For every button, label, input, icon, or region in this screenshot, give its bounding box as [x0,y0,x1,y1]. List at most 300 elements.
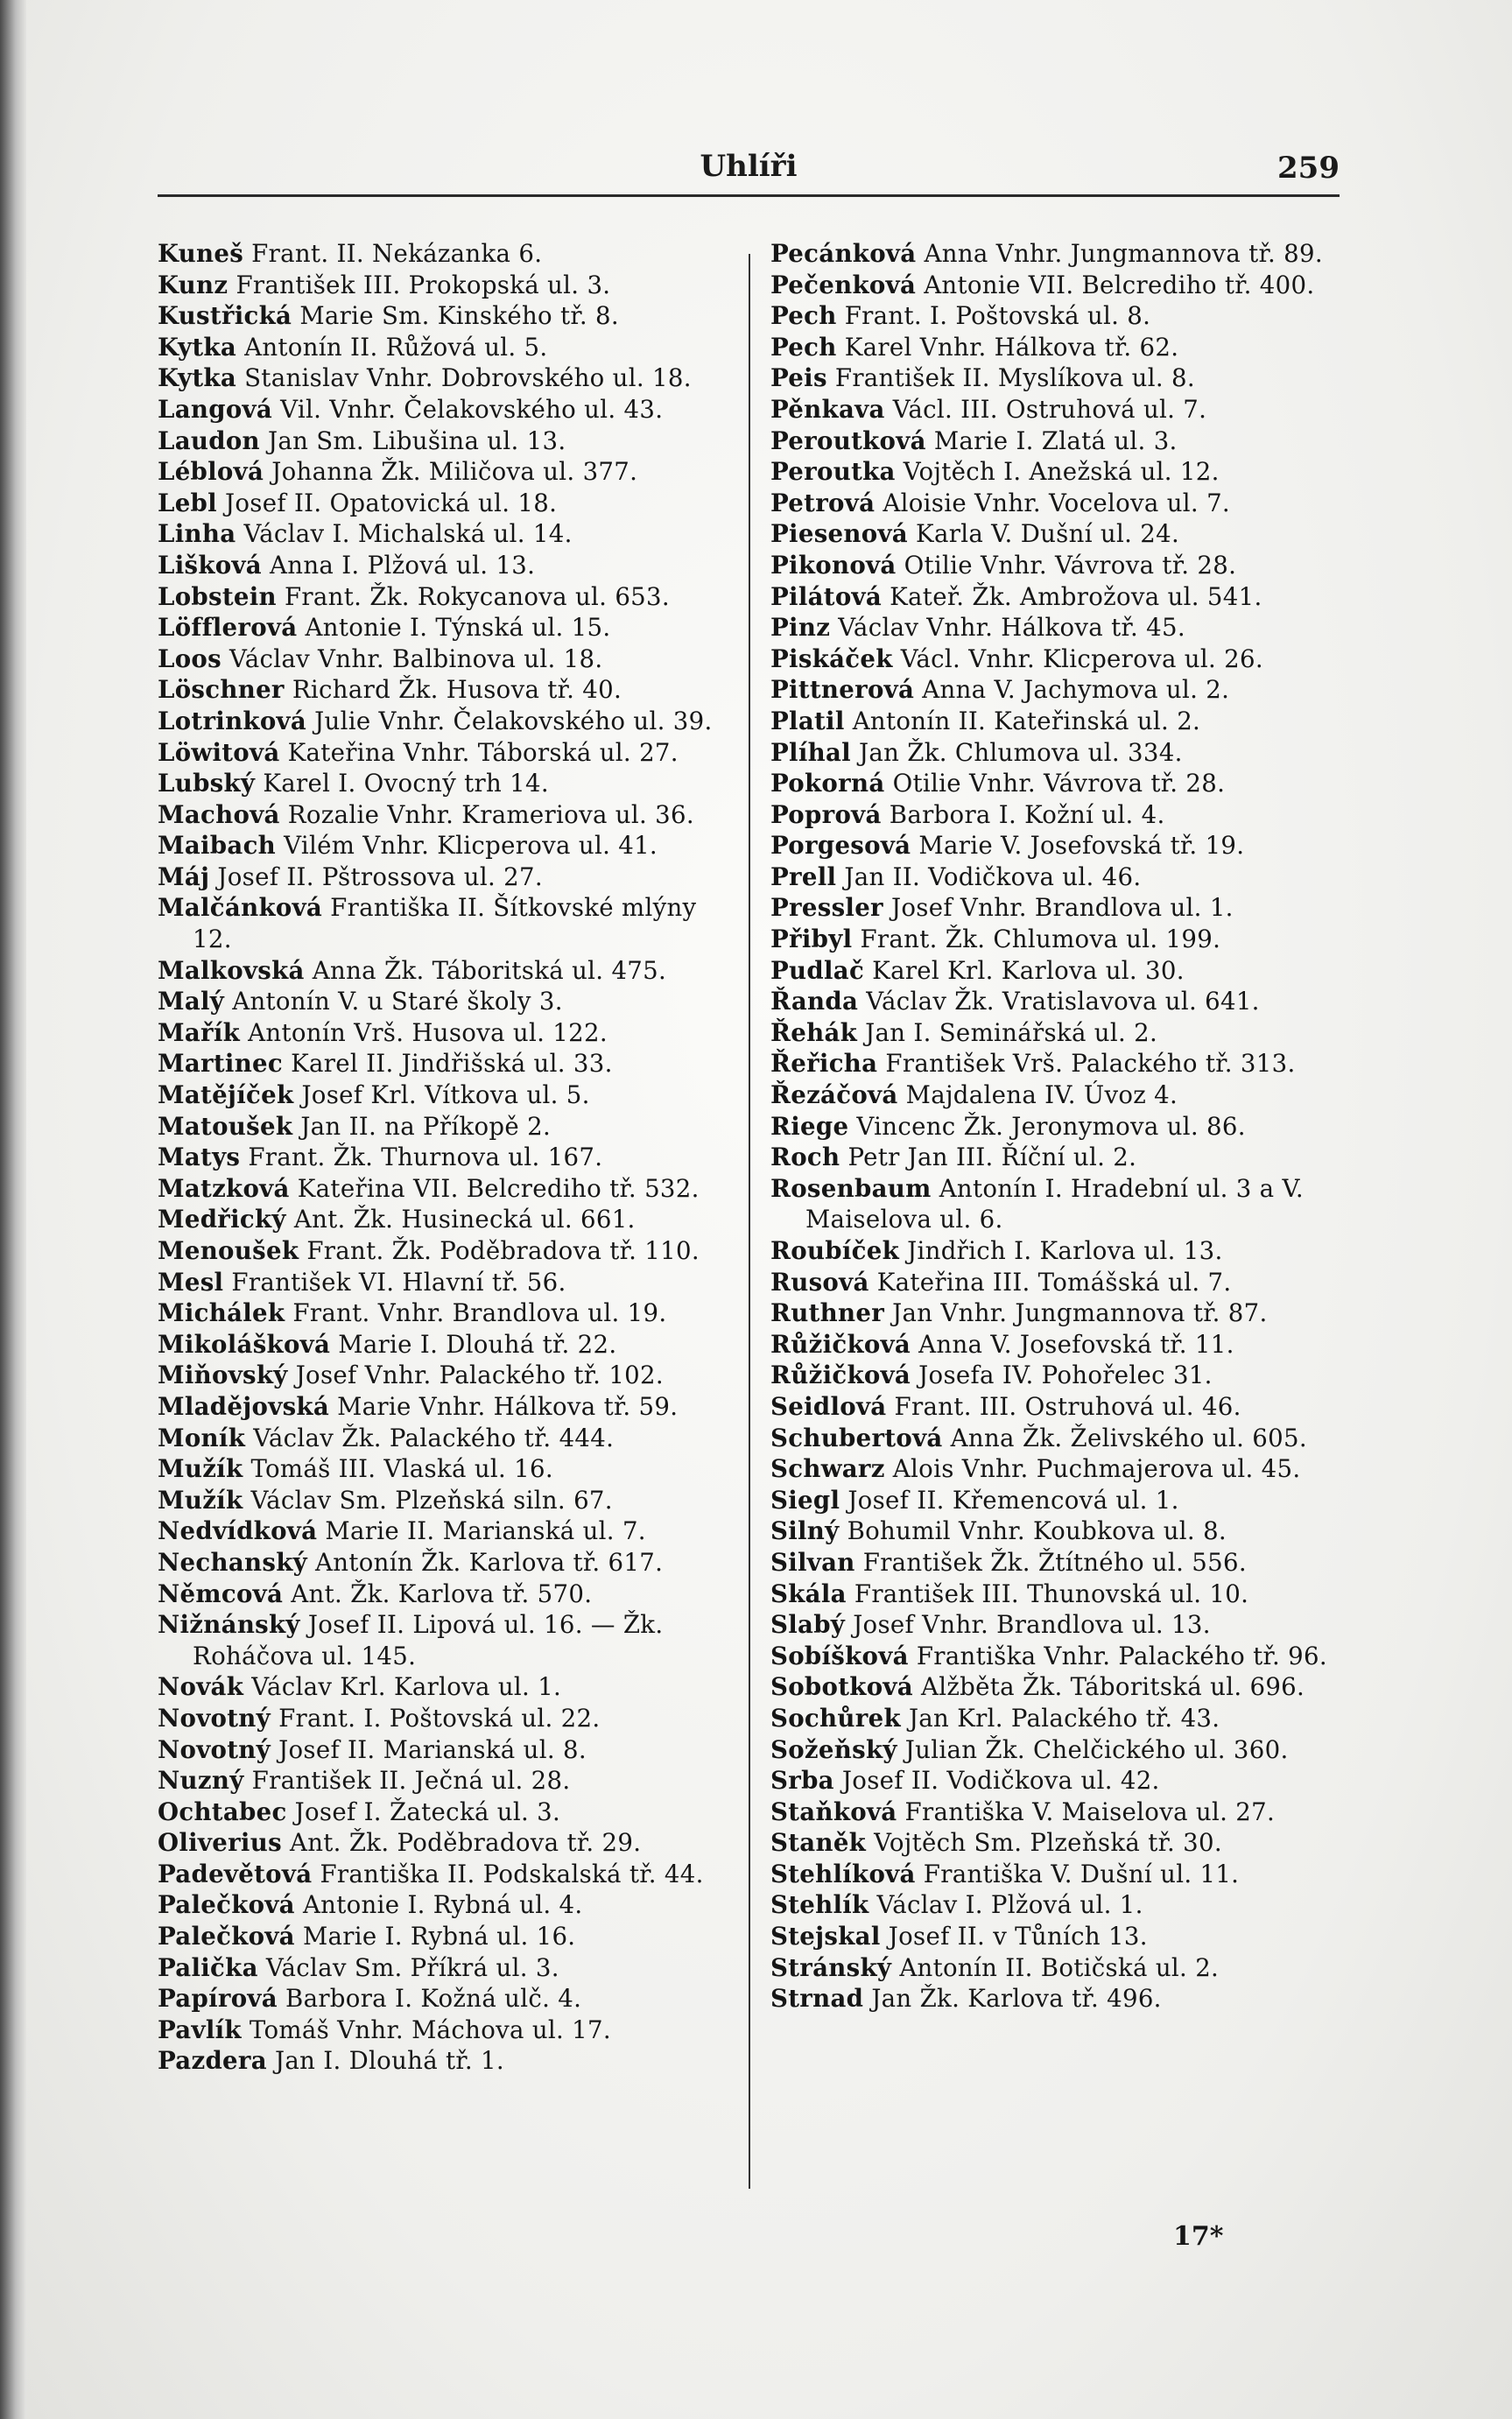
entry-details: František III. Thunovská ul. 10. [846,1579,1249,1608]
entry-surname: Moník [158,1423,246,1452]
entry-surname: Kytka [158,332,237,362]
entry-surname: Langová [158,394,273,424]
entry-surname: Ochtabec [158,1797,287,1826]
entry-surname: Laudon [158,425,260,455]
entry-details: Alois Vnhr. Puchmajerova ul. 45. [884,1454,1301,1484]
entry-surname: Pudlač [770,955,865,985]
directory-entry [158,1329,740,1361]
page-title: Uhlíři [700,149,798,184]
directory-entry [770,830,1353,861]
entry-details: Františka Vnhr. Palackého tř. 96. [908,1641,1327,1670]
directory-entry [158,270,740,301]
entry-details: Marie V. Josefovská tř. 19. [911,831,1245,861]
entry-surname: Stejskal [770,1922,881,1951]
entry-surname: Mužík [158,1485,243,1515]
scan-left-edge [0,0,26,2419]
directory-entry [770,550,1353,581]
entry-surname: Matys [158,1143,241,1172]
entry-surname: Mesl [158,1267,224,1297]
entry-surname: Schwarz [770,1454,885,1484]
entry-surname: Růžičková [770,1329,911,1359]
entry-details: Antonie I. Rybná ul. 4. [294,1890,583,1920]
entry-surname: Peis [770,363,827,393]
entry-details: Václ. Vnhr. Klicperova ul. 26. [892,643,1263,673]
entry-surname: Maibach [158,831,277,861]
directory-entry [158,830,740,861]
entry-surname: Roubíček [770,1236,900,1265]
entry-details: Tomáš III. Vlaská ul. 16. [243,1454,553,1484]
entry-details: Aloisie Vnhr. Vocelova ul. 7. [875,488,1230,517]
entry-surname: Peroutka [770,457,896,487]
entry-details: Václav I. Plžová ul. 1. [869,1890,1143,1920]
directory-entry [770,1111,1353,1143]
directory-entry [158,1671,740,1703]
entry-surname: Kuneš [158,239,244,268]
entry-details: Anna Vnhr. Jungmannova tř. 89. [916,239,1323,268]
entry-details: Josef II. Lipová ul. 16. — Žk. Roháčova ul. 145. [193,1610,664,1670]
directory-entry [158,1579,740,1610]
directory-entry [158,2015,740,2046]
entry-surname: Stránský [770,1952,892,1982]
entry-surname: Petrová [770,488,876,517]
entry-surname: Pittnerová [770,675,915,705]
directory-entry [770,362,1353,394]
entry-details: František Vrš. Palackého tř. 313. [877,1049,1296,1079]
entry-surname: Mladějovská [158,1391,330,1421]
entry-details: Kateřina III. Tomášská ul. 7. [869,1267,1232,1297]
directory-entry [770,1859,1353,1890]
entry-details: František II. Ječná ul. 28. [243,1766,571,1796]
entry-surname: Mařík [158,1017,241,1047]
entry-surname: Sožeňský [770,1734,897,1764]
entry-surname: Lotrinková [158,706,307,735]
entry-surname: Pecánková [770,239,917,268]
directory-entry [158,518,740,550]
entry-details: Petr Jan III. Říční ul. 2. [840,1143,1137,1172]
directory-entry [158,1173,740,1205]
directory-entry [770,300,1353,332]
directory-entry [158,1827,740,1859]
entry-surname: Roch [770,1143,840,1172]
directory-entry [158,1111,740,1143]
directory-entry [770,1827,1353,1859]
directory-entry [770,1703,1353,1734]
entry-surname: Linha [158,519,236,549]
entry-details: Vojtěch Sm. Plzeňská tř. 30. [866,1828,1222,1858]
directory-entry [770,1547,1353,1579]
entry-surname: Růžičková [770,1361,911,1390]
entry-surname: Pilátová [770,581,883,611]
entry-details: Frant. Žk. Poděbradova tř. 110. [299,1236,700,1265]
entry-surname: Pinz [770,613,831,643]
directory-entry [158,892,740,954]
entry-details: Františka II. Podskalská tř. 44. [312,1859,704,1888]
entry-surname: Novotný [158,1734,271,1764]
entry-surname: Michálek [158,1298,285,1328]
entry-surname: Siegl [770,1485,840,1515]
directory-entry [770,1267,1353,1298]
directory-entry [158,1017,740,1049]
entry-surname: Silný [770,1516,840,1546]
directory-entry [770,1360,1353,1391]
directory-entry [158,1360,740,1391]
entry-details: Jindřich I. Karlova ul. 13. [899,1236,1223,1265]
entry-details: Václav Sm. Příkrá ul. 3. [257,1952,559,1982]
entry-details: Václav I. Michalská ul. 14. [236,519,573,549]
directory-entry [158,1765,740,1797]
directory-entry [158,1142,740,1173]
entry-details: Frant. Vnhr. Brandlova ul. 19. [285,1298,667,1328]
entry-details: Antonín V. u Staré školy 3. [224,987,563,1016]
entry-details: Alžběta Žk. Táboritská ul. 696. [912,1672,1305,1702]
entry-details: Josefa IV. Pohořelec 31. [911,1361,1213,1390]
entry-details: Jan Vnhr. Jungmannova tř. 87. [884,1298,1268,1328]
entry-details: Rozalie Vnhr. Krameriova ul. 36. [279,799,694,829]
directory-entry [158,1703,740,1734]
entry-surname: Pikonová [770,550,897,580]
entry-details: Vojtěch I. Anežská ul. 12. [895,457,1220,487]
entry-surname: Srba [770,1766,834,1796]
entry-surname: Löschner [158,675,285,705]
column-divider [749,254,750,2189]
entry-surname: Řeřicha [770,1049,878,1079]
entry-details: Karel II. Jindřišská ul. 33. [283,1049,613,1079]
entry-details: Josef Krl. Vítkova ul. 5. [293,1080,590,1110]
entry-details: Otilie Vnhr. Vávrova tř. 28. [896,550,1237,580]
entry-details: Ant. Žk. Poděbradova tř. 29. [281,1828,642,1858]
directory-entry [770,1048,1353,1079]
entry-surname: Prell [770,861,837,891]
entry-details: Karel Vnhr. Hálkova tř. 62. [836,332,1179,362]
entry-surname: Léblová [158,457,264,487]
directory-entry [158,1515,740,1547]
entry-surname: Malčánková [158,893,323,923]
directory-entry [158,2045,740,2077]
directory-entry [158,1859,740,1890]
entry-details: František III. Prokopská ul. 3. [228,270,611,299]
entry-surname: Löwitová [158,737,280,767]
entry-surname: Palečková [158,1890,295,1920]
entry-surname: Němcová [158,1579,284,1608]
entry-details: Jan Žk. Karlova tř. 496. [863,1984,1162,2014]
entry-surname: Porgesová [770,831,911,861]
entry-details: Bohumil Vnhr. Koubkova ul. 8. [839,1516,1227,1546]
directory-entry [158,362,740,394]
directory-entry [770,394,1353,425]
directory-entry [158,737,740,769]
entry-details: Václav Žk. Vratislavova ul. 641. [858,987,1260,1016]
directory-entry [158,955,740,987]
entry-details: František II. Myslíkova ul. 8. [826,363,1195,393]
entry-details: Jan I. Dlouhá tř. 1. [266,2046,504,2076]
entry-surname: Papírová [158,1984,278,2014]
directory-entry [770,799,1353,831]
entry-details: Jan Sm. Libušina ul. 13. [259,425,566,455]
entry-surname: Stehlíková [770,1859,916,1888]
entry-details: Marie I. Rybná ul. 16. [294,1922,576,1951]
directory-entry [770,1983,1353,2015]
entry-details: Antonie VII. Belcrediho tř. 400. [916,270,1315,299]
entry-surname: Pressler [770,893,883,923]
directory-entry [770,425,1353,457]
entry-surname: Plíhal [770,737,851,767]
entry-surname: Löfflerová [158,613,298,643]
entry-details: Frant. Žk. Thurnova ul. 167. [240,1143,603,1172]
left-column [158,238,740,2077]
entry-surname: Lebl [158,488,217,517]
directory-entry [770,1609,1353,1641]
directory-entry [770,518,1353,550]
directory-entry [158,706,740,737]
directory-entry [770,1235,1353,1267]
entry-surname: Staněk [770,1828,867,1858]
directory-entry [158,1048,740,1079]
entry-details: Stanislav Vnhr. Dobrovského ul. 18. [236,363,692,393]
entry-surname: Ruthner [770,1298,885,1328]
directory-entry [158,1079,740,1111]
entry-details: Marie II. Marianská ul. 7. [317,1516,646,1546]
entry-details: Václ. III. Ostruhová ul. 7. [884,394,1207,424]
entry-details: Marie Sm. Kinského tř. 8. [292,301,619,331]
directory-entry [770,643,1353,675]
entry-surname: Řanda [770,987,859,1016]
entry-details: Antonie I. Týnská ul. 15. [297,613,611,643]
entry-surname: Matzková [158,1173,290,1203]
entry-details: Jan Krl. Palackého tř. 43. [900,1703,1220,1733]
directory-entry [158,1235,740,1267]
entry-surname: Machová [158,799,280,829]
right-column [770,238,1353,2015]
entry-details: Františka V. Maiselova ul. 27. [897,1797,1276,1826]
directory-entry [158,612,740,643]
entry-details: Jan II. na Příkopě 2. [292,1111,552,1141]
directory-entry [770,1453,1353,1485]
entry-surname: Miňovský [158,1361,288,1390]
entry-surname: Kustřická [158,301,292,331]
entry-surname: Skála [770,1579,847,1608]
page-header [158,149,1340,193]
entry-surname: Přibyl [770,925,853,954]
entry-surname: Mikolášková [158,1329,331,1359]
entry-details: Františka II. Šítkovské mlýny 12. [193,893,697,954]
directory-entry [770,581,1353,613]
entry-surname: Řehák [770,1017,858,1047]
entry-details: Josef II. Marianská ul. 8. [271,1734,587,1764]
directory-entry [770,1329,1353,1361]
entry-details: Antonín II. Růžová ul. 5. [236,332,548,362]
directory-entry [770,706,1353,737]
entry-details: Kateř. Žk. Ambrožova ul. 541. [882,581,1262,611]
directory-entry [158,1267,740,1298]
entry-surname: Sochůrek [770,1703,901,1733]
entry-surname: Mužík [158,1454,243,1484]
entry-surname: Rusová [770,1267,869,1297]
entry-surname: Nuzný [158,1766,244,1796]
page-number: 259 [1277,151,1340,186]
entry-details: Karla V. Dušní ul. 24. [907,519,1180,549]
entry-surname: Pavlík [158,2015,242,2044]
entry-surname: Oliverius [158,1828,282,1858]
entry-details: Antonín I. Hradební ul. 3 a V. Maiselova ul. 6. [805,1173,1304,1234]
directory-entry [770,1889,1353,1921]
entry-surname: Pokorná [770,769,885,798]
directory-entry [770,1952,1353,1984]
entry-details: Marie I. Dlouhá tř. 22. [330,1329,617,1359]
entry-surname: Riege [770,1111,849,1141]
entry-surname: Strnad [770,1984,864,2014]
entry-surname: Pech [770,332,837,362]
entry-details: Anna V. Josefovská tř. 11. [911,1329,1234,1359]
directory-entry [770,1391,1353,1423]
entry-surname: Piesenová [770,519,908,549]
directory-entry [770,986,1353,1017]
entry-details: Anna Žk. Želivského ul. 605. [942,1423,1307,1452]
entry-surname: Sobotková [770,1672,913,1702]
entry-details: Ant. Žk. Karlova tř. 570. [283,1579,593,1608]
directory-entry [158,861,740,893]
directory-entry [770,1515,1353,1547]
entry-details: Frant. I. Poštovská ul. 8. [836,301,1151,331]
directory-entry [158,550,740,581]
directory-entry [770,270,1353,301]
entry-surname: Kytka [158,363,237,393]
directory-entry [770,1017,1353,1049]
entry-details: Tomáš Vnhr. Máchova ul. 17. [241,2015,611,2044]
entry-details: Frant. III. Ostruhová ul. 46. [886,1391,1241,1421]
directory-entry [770,768,1353,799]
entry-details: Kateřina VII. Belcrediho tř. 532. [289,1173,700,1203]
directory-entry [158,1485,740,1516]
entry-details: Majdalena IV. Úvoz 4. [897,1080,1178,1110]
directory-entry [158,1204,740,1235]
entry-details: Julian Žk. Chelčického ul. 360. [897,1734,1289,1764]
directory-entry [770,955,1353,987]
entry-surname: Menoušek [158,1236,299,1265]
directory-entry [770,1423,1353,1454]
directory-entry [770,1797,1353,1828]
entry-surname: Seidlová [770,1391,887,1421]
entry-surname: Nižnánský [158,1610,300,1640]
entry-details: Josef I. Žatecká ul. 3. [286,1797,561,1826]
directory-entry [770,1485,1353,1516]
entry-details: Anna V. Jachymova ul. 2. [914,675,1230,705]
entry-details: Josef II. v Tůních 13. [880,1922,1148,1951]
entry-surname: Schubertová [770,1423,943,1452]
directory-entry [770,1579,1353,1610]
directory-entry [158,1609,740,1671]
directory-entry [770,737,1353,769]
directory-entry [158,1797,740,1828]
entry-surname: Padevětová [158,1859,313,1888]
entry-surname: Staňková [770,1797,897,1826]
header-rule [158,194,1340,197]
entry-surname: Novotný [158,1703,271,1733]
entry-details: Františka V. Dušní ul. 11. [915,1859,1240,1888]
directory-entry [158,1423,740,1454]
entry-details: Vil. Vnhr. Čelakovského ul. 43. [272,394,664,424]
directory-entry [158,456,740,488]
directory-entry [770,924,1353,955]
directory-entry [158,1453,740,1485]
entry-details: Antonín II. Botičská ul. 2. [891,1952,1220,1982]
entry-surname: Lobstein [158,581,277,611]
entry-details: Václav Krl. Karlova ul. 1. [243,1672,562,1702]
entry-details: Vincenc Žk. Jeronymova ul. 86. [848,1111,1246,1141]
entry-surname: Malý [158,987,225,1016]
directory-entry [770,1765,1353,1797]
entry-details: Marie Vnhr. Hálkova tř. 59. [329,1391,679,1421]
directory-entry [158,488,740,519]
directory-entry [158,1547,740,1579]
entry-surname: Nedvídková [158,1516,318,1546]
directory-entry [158,394,740,425]
entry-details: Frant. II. Nekázanka 6. [243,239,543,268]
entry-details: Josef Vnhr. Brandlova ul. 1. [883,893,1234,923]
entry-surname: Pazdera [158,2046,267,2076]
entry-details: Frant. Žk. Rokycanova ul. 653. [276,581,670,611]
entry-details: Anna I. Plžová ul. 13. [261,550,536,580]
entry-surname: Martinec [158,1049,284,1079]
entry-details: Jan I. Seminářská ul. 2. [857,1017,1158,1047]
directory-entry [158,1391,740,1423]
directory-entry [158,768,740,799]
entry-details: Kateřina Vnhr. Táborská ul. 27. [279,737,679,767]
entry-surname: Sobíšková [770,1641,909,1670]
directory-entry [158,238,740,270]
entry-surname: Nechanský [158,1547,307,1577]
entry-details: Julie Vnhr. Čelakovského ul. 39. [306,706,713,735]
entry-details: Václav Sm. Plzeňská siln. 67. [243,1485,613,1515]
entry-surname: Kunz [158,270,229,299]
directory-entry [770,674,1353,706]
entry-surname: Silvan [770,1547,855,1577]
entry-surname: Medřický [158,1205,286,1234]
directory-entry [158,1734,740,1766]
entry-details: Václav Vnhr. Hálkova tř. 45. [830,613,1185,643]
entry-surname: Máj [158,861,210,891]
entry-surname: Piskáček [770,643,893,673]
entry-details: Barbora I. Kožná ulč. 4. [277,1984,582,2014]
entry-details: Josef II. Opatovická ul. 18. [216,488,558,517]
entry-surname: Novák [158,1672,244,1702]
entry-surname: Řezáčová [770,1080,898,1110]
entry-details: Frant. Žk. Chlumova ul. 199. [852,925,1221,954]
entry-details: Václav Žk. Palackého tř. 444. [245,1423,615,1452]
directory-entry [158,799,740,831]
directory-entry [770,861,1353,893]
entry-details: Johanna Žk. Miličova ul. 377. [264,457,638,487]
directory-entry [770,1142,1353,1173]
entry-details: Josef Vnhr. Brandlova ul. 13. [845,1610,1211,1640]
directory-entry [770,612,1353,643]
entry-details: Marie I. Zlatá ul. 3. [925,425,1178,455]
directory-entry [158,1921,740,1952]
entry-surname: Palečková [158,1922,295,1951]
directory-entry [770,488,1353,519]
entry-surname: Pečenková [770,270,917,299]
directory-entry [158,643,740,675]
directory-entry [158,1889,740,1921]
entry-details: Josef II. Křemencová ul. 1. [840,1485,1179,1515]
entry-surname: Pěnkava [770,394,885,424]
entry-details: Anna Žk. Táboritská ul. 475. [304,955,667,985]
directory-entry [770,1921,1353,1952]
entry-details: Richard Žk. Husova tř. 40. [284,675,622,705]
directory-entry [158,425,740,457]
entry-surname: Lišková [158,550,262,580]
entry-details: Václav Vnhr. Balbinova ul. 18. [221,643,603,673]
entry-details: Vilém Vnhr. Klicperova ul. 41. [276,831,658,861]
